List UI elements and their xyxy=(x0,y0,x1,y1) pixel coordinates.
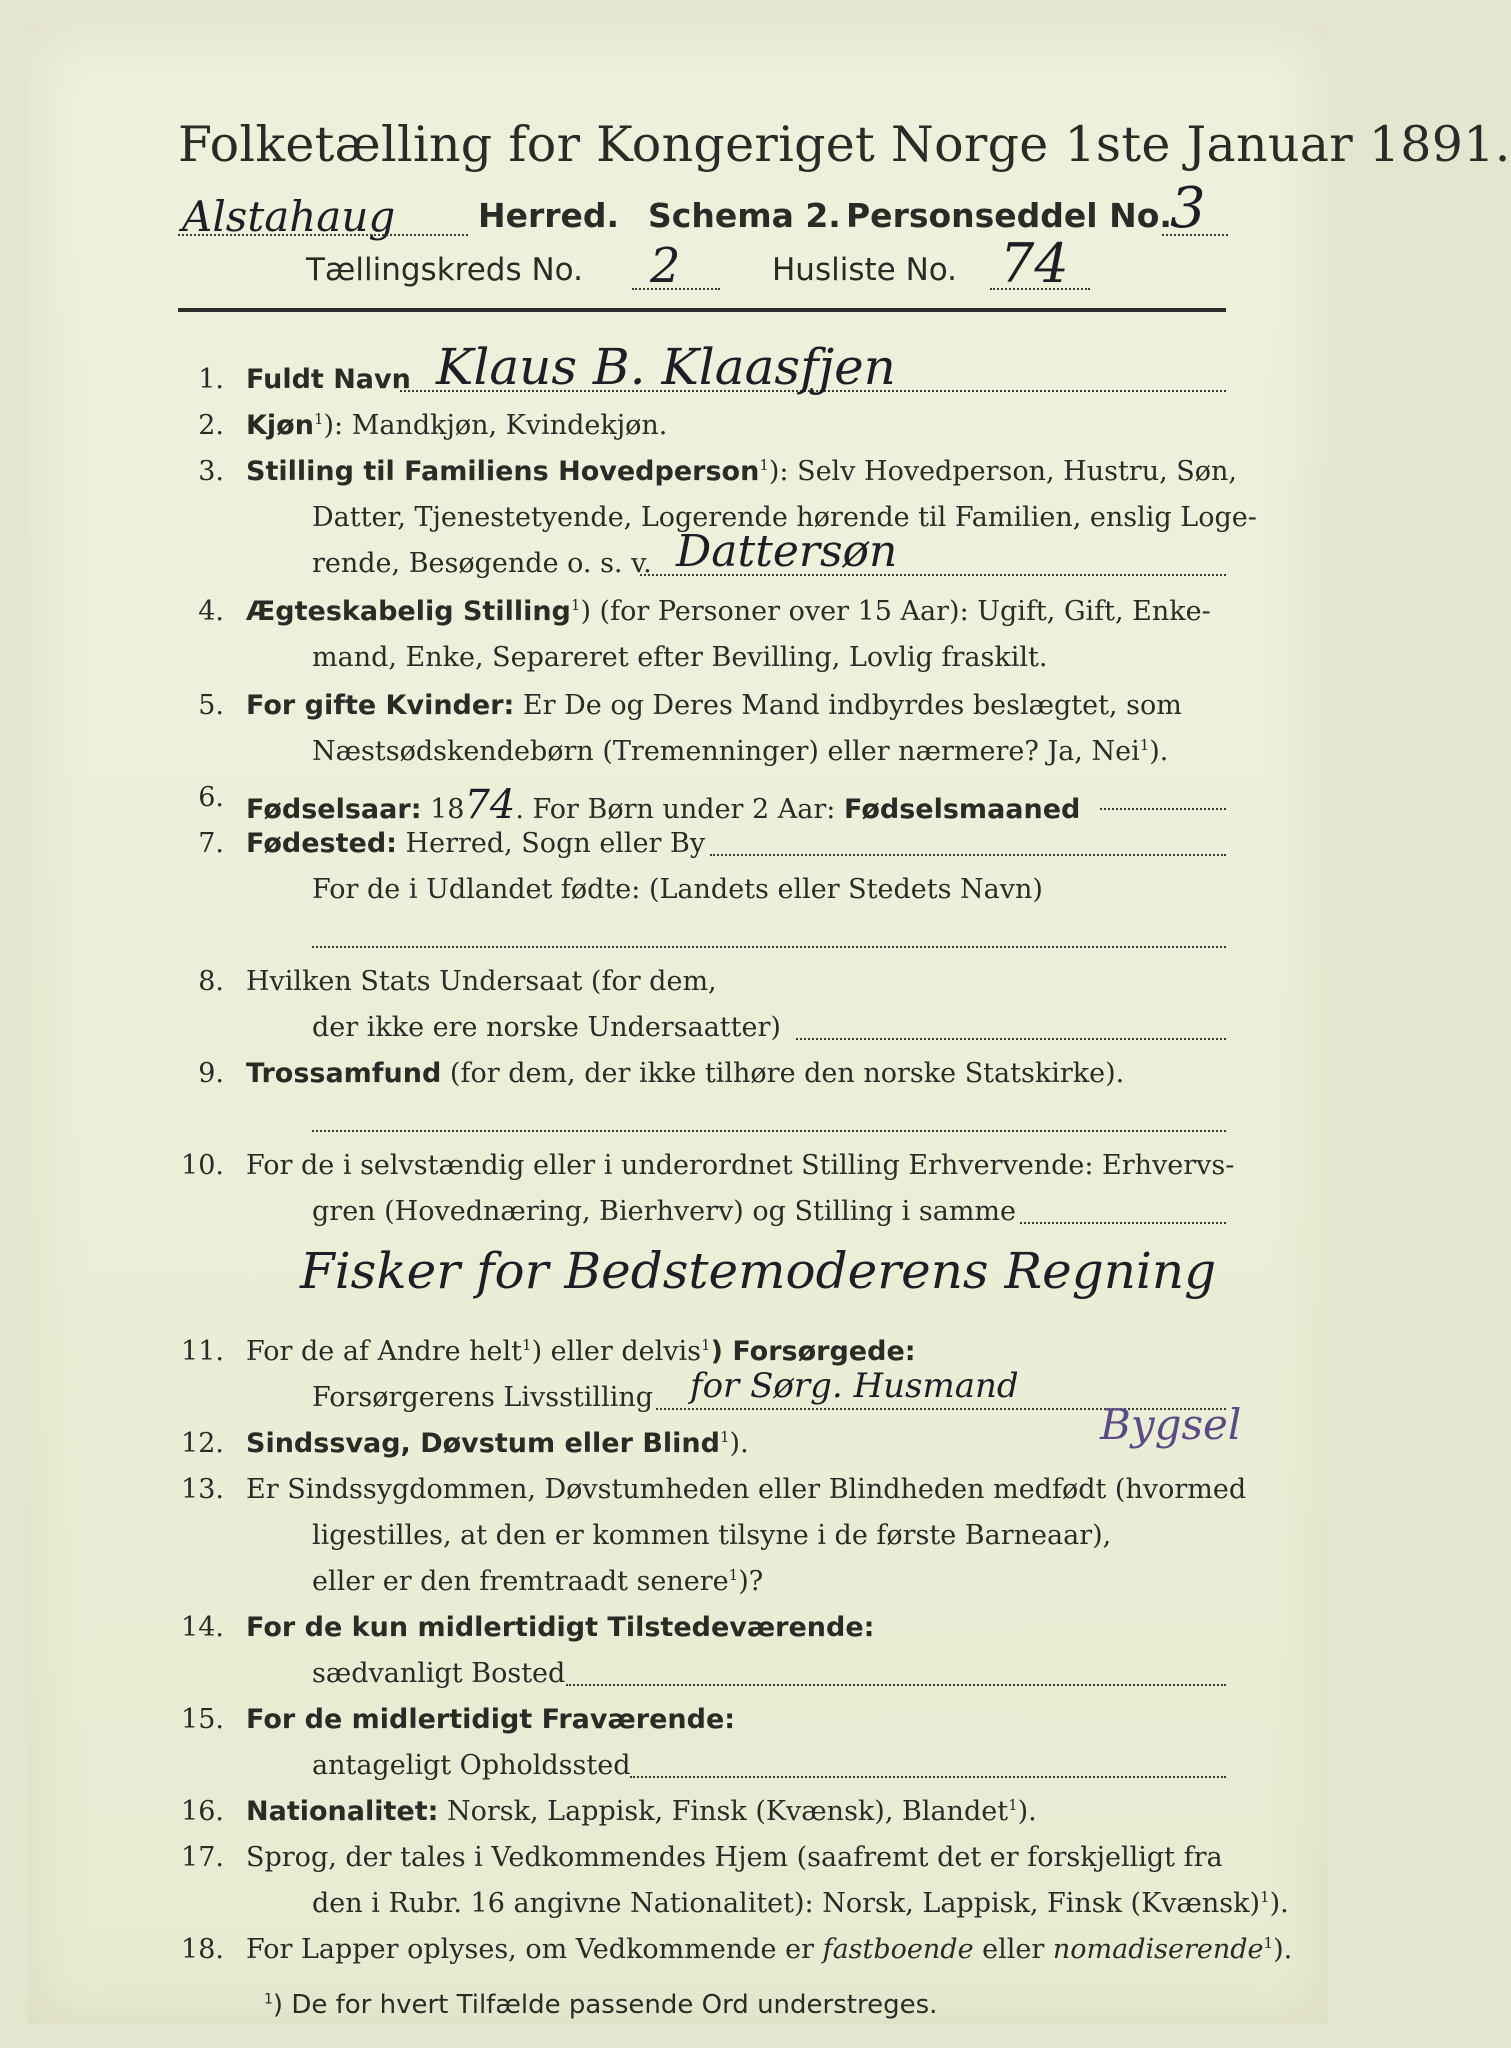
item-7-text1: Herred, Sogn eller By xyxy=(405,828,706,859)
item-12-sup: 1 xyxy=(719,1428,730,1446)
item-18-fast: fastboende xyxy=(822,1934,974,1965)
item-1-answer: Klaus B. Klaasfjen xyxy=(436,338,896,396)
item-2-line xyxy=(246,410,667,441)
item-17-num: 17. xyxy=(181,1842,224,1873)
item-8-dotline xyxy=(796,1038,1226,1040)
item-1-label: Fuldt Navn xyxy=(246,364,411,395)
item-16-text: Norsk, Lappisk, Finsk (Kvænsk), Blandet xyxy=(447,1796,1009,1827)
item-13-text3: eller er den fremtraadt senere xyxy=(312,1566,729,1597)
item-10-answer: Fisker for Bedstemoderens Regning xyxy=(300,1242,1217,1300)
item-13-line2: ligestilles, at den er kommen tilsyne i de første Barneaar), xyxy=(312,1520,1112,1551)
item-6-dotline xyxy=(1100,808,1226,810)
item-4-sup: 1 xyxy=(570,596,581,614)
personseddel-value: 3 xyxy=(1170,176,1206,241)
schema-label: Schema 2. xyxy=(648,196,841,235)
item-6-line xyxy=(246,782,1080,828)
item-7-dotline2 xyxy=(312,946,1226,948)
item-18-num: 18. xyxy=(181,1934,224,1965)
item-16-num: 16. xyxy=(181,1796,224,1827)
item-6-prefix: 18 xyxy=(430,794,465,825)
item-18-end: ). xyxy=(1273,1934,1293,1965)
item-16-line xyxy=(246,1796,1037,1827)
item-7-dotline xyxy=(710,854,1226,856)
item-17-end: ). xyxy=(1269,1888,1289,1919)
footnote-sup: 1 xyxy=(264,1991,273,2008)
item-4-num: 4. xyxy=(198,596,224,627)
kreds-label: Tællingskreds No. xyxy=(306,252,583,288)
footnote xyxy=(264,1990,937,2020)
item-12-line xyxy=(246,1428,749,1459)
item-10-dotline xyxy=(1020,1222,1226,1224)
item-13-num: 13. xyxy=(181,1474,224,1505)
item-12-num: 12. xyxy=(181,1428,224,1459)
item-6-label2: Fødselsmaaned xyxy=(844,794,1081,825)
item-3-line2: Datter, Tjenestetyende, Logerende hørende til Familien, enslig Loge- xyxy=(312,502,1257,533)
item-11-sup-a: 1 xyxy=(522,1336,532,1354)
item-11-num: 11. xyxy=(181,1336,224,1367)
item-16-label: Nationalitet: xyxy=(246,1796,439,1827)
item-13-sup: 1 xyxy=(728,1566,739,1584)
item-15-line2: antageligt Opholdssted xyxy=(312,1750,631,1781)
item-3-line3: rende, Besøgende o. s. v. xyxy=(312,548,652,579)
item-18-nomad: nomadiserende xyxy=(1052,1934,1264,1965)
item-14-line2: sædvanligt Bosted xyxy=(312,1658,566,1689)
item-8-line2: der ikke ere norske Undersaatter) xyxy=(312,1012,781,1043)
item-7-line2: For de i Udlandet fødte: (Landets eller Stedets Navn) xyxy=(312,874,1043,905)
item-18-line xyxy=(246,1934,1292,1965)
item-5-line1 xyxy=(246,690,1182,721)
item-6-answer: 74 xyxy=(464,782,516,828)
item-5-num: 5. xyxy=(198,690,224,721)
item-11-text1b: ) eller delvis xyxy=(531,1336,702,1367)
item-11-text1c: ) Forsørgede: xyxy=(710,1336,916,1367)
footnote-text: ) De for hvert Tilfælde passende Ord understreges. xyxy=(272,1990,938,2020)
item-5-text1: Er De og Deres Mand indbyrdes beslægtet, som xyxy=(522,690,1182,721)
item-18-text-a: For Lapper oplyses, om Vedkommende er xyxy=(246,1934,814,1965)
husliste-label: Husliste No. xyxy=(772,252,958,288)
personseddel-dotline xyxy=(1162,234,1228,236)
item-17-line2 xyxy=(312,1888,1289,1919)
item-14-num: 14. xyxy=(181,1612,224,1643)
item-5-line2 xyxy=(312,736,1168,767)
item-10-line2: gren (Hovednæring, Bierhverv) og Stilling i samme xyxy=(312,1196,1017,1227)
item-3-label: Stilling til Familiens Hovedperson xyxy=(246,456,760,487)
item-5-text2: Næstsødskendebørn (Tremenninger) eller nærmere? Ja, Nei xyxy=(312,736,1140,767)
item-11-text1: For de af Andre helt xyxy=(246,1336,523,1367)
item-4-text1: ) (for Personer over 15 Aar): Ugift, Gift, Enke- xyxy=(580,596,1211,627)
item-12-end: ). xyxy=(729,1428,749,1459)
item-9-line xyxy=(246,1058,1124,1089)
husliste-dotline xyxy=(990,288,1090,290)
kreds-dotline xyxy=(632,288,720,290)
item-2-num: 2. xyxy=(198,410,224,441)
item-3-text1: ): Selv Hovedperson, Hustru, Søn, xyxy=(768,456,1237,487)
item-11-sup-b: 1 xyxy=(701,1336,711,1354)
item-6-mid: . For Børn under 2 Aar: xyxy=(515,794,836,825)
item-4-label: Ægteskabelig Stilling xyxy=(246,596,571,627)
item-10-num: 10. xyxy=(181,1150,224,1181)
kreds-value: 2 xyxy=(650,238,681,294)
herred-label: Herred. xyxy=(478,196,620,235)
item-14-dotline xyxy=(566,1684,1226,1686)
item-11-answer2: Bygsel xyxy=(1100,1400,1242,1449)
item-11-answer: for Sørg. Husmand xyxy=(690,1366,1019,1406)
item-5-end: ). xyxy=(1149,736,1169,767)
item-2-text: ): Mandkjøn, Kvindekjøn. xyxy=(323,410,668,441)
item-6-label: Fødselsaar: xyxy=(246,794,422,825)
item-4-line2: mand, Enke, Separeret efter Bevilling, Lovlig fraskilt. xyxy=(312,642,1048,673)
item-9-dotline xyxy=(312,1130,1226,1132)
item-6-num: 6. xyxy=(198,782,224,813)
item-3-line1 xyxy=(246,456,1237,487)
item-1-num: 1. xyxy=(198,364,224,395)
item-5-label: For gifte Kvinder: xyxy=(246,690,515,721)
item-7-label: Fødested: xyxy=(246,828,397,859)
item-18-sup: 1 xyxy=(1263,1934,1274,1952)
item-16-end: ). xyxy=(1017,1796,1037,1827)
item-12-label: Sindssvag, Døvstum eller Blind xyxy=(246,1428,720,1459)
item-10-line1: For de i selvstændig eller i underordnet Stilling Erhvervende: Erhvervs- xyxy=(246,1150,1235,1181)
item-8-line1: Hvilken Stats Undersaat (for dem, xyxy=(246,966,717,997)
item-17-line1: Sprog, der tales i Vedkommendes Hjem (saafremt det er forskjelligt fra xyxy=(246,1842,1223,1873)
item-18-text-b: eller xyxy=(982,1934,1045,1965)
husliste-value: 74 xyxy=(1000,232,1069,295)
item-13-line1: Er Sindssygdommen, Døvstumheden eller Blindheden medfødt (hvormed xyxy=(246,1474,1247,1505)
item-5-sup: 1 xyxy=(1139,736,1150,754)
item-17-sup: 1 xyxy=(1260,1888,1270,1906)
item-2-label: Kjøn xyxy=(246,410,314,441)
item-7-num: 7. xyxy=(198,828,224,859)
item-16-sup: 1 xyxy=(1008,1796,1018,1814)
item-8-num: 8. xyxy=(198,966,224,997)
item-17-text2: den i Rubr. 16 angivne Nationalitet): Norsk, Lappisk, Finsk (Kvænsk) xyxy=(312,1888,1261,1919)
item-11-line1 xyxy=(246,1336,916,1367)
form-title: Folketælling for Kongeriget Norge 1ste Januar 1891. xyxy=(178,116,1511,173)
item-7-line1 xyxy=(246,828,705,859)
personseddel-label: Personseddel No. xyxy=(846,196,1172,235)
item-14-line1: For de kun midlertidigt Tilstedeværende: xyxy=(246,1612,875,1643)
item-2-sup: 1 xyxy=(313,410,324,428)
item-3-answer: Dattersøn xyxy=(676,526,898,577)
item-15-dotline xyxy=(630,1776,1226,1778)
item-9-text: (for dem, der ikke tilhøre den norske Statskirke). xyxy=(449,1058,1125,1089)
item-4-line1 xyxy=(246,596,1211,627)
item-9-label: Trossamfund xyxy=(246,1058,442,1089)
herred-handwritten: Alstahaug xyxy=(182,192,396,241)
item-3-num: 3. xyxy=(198,456,224,487)
item-9-num: 9. xyxy=(198,1058,224,1089)
item-15-num: 15. xyxy=(181,1704,224,1735)
item-15-line1: For de midlertidigt Fraværende: xyxy=(246,1704,736,1735)
item-13-end: )? xyxy=(738,1566,764,1597)
item-3-sup: 1 xyxy=(759,456,769,474)
herred-dotline xyxy=(178,234,468,236)
item-13-line3 xyxy=(312,1566,763,1597)
item-11-line2: Forsørgerens Livsstilling xyxy=(312,1382,654,1413)
header-rule xyxy=(178,308,1226,312)
